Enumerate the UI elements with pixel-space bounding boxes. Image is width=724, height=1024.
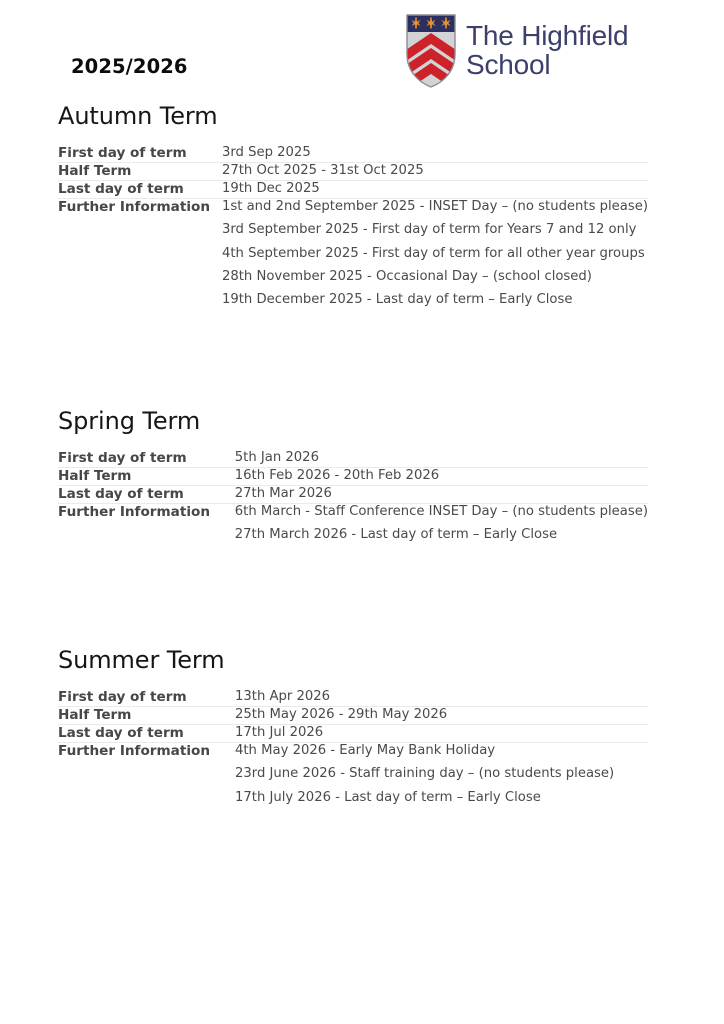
table-row xyxy=(58,468,648,486)
further-information-list xyxy=(222,199,648,309)
school-wordmark xyxy=(466,22,628,80)
table-row xyxy=(58,145,648,162)
term-section xyxy=(58,408,648,545)
info-line: 23rd June 2026 - Staff training day – (no students please) xyxy=(235,766,615,782)
row-value: 17th Jul 2026 xyxy=(235,725,324,741)
term-section xyxy=(58,647,648,807)
info-lines xyxy=(235,504,648,544)
school-name-line-2: School xyxy=(466,49,551,80)
term-dates-table xyxy=(58,450,648,544)
row-label: Last day of term xyxy=(58,486,184,503)
table-row xyxy=(58,725,648,743)
further-information-label: Further Information xyxy=(58,199,211,216)
term-heading: Summer Term xyxy=(58,646,225,674)
info-line: 3rd September 2025 - First day of term for Years 7 and 12 only xyxy=(221,222,637,238)
term-dates-table xyxy=(58,689,648,806)
table-row xyxy=(58,181,648,199)
school-logo xyxy=(406,14,628,88)
row-value: 25th May 2026 - 29th May 2026 xyxy=(235,707,448,723)
table-row xyxy=(58,689,648,706)
row-value: 5th Jan 2026 xyxy=(234,450,319,466)
row-label: First day of term xyxy=(58,450,187,467)
row-value: 13th Apr 2026 xyxy=(235,689,331,705)
further-information-list xyxy=(235,743,648,807)
row-label: Half Term xyxy=(58,707,132,724)
info-line: 17th July 2026 - Last day of term – Early Close xyxy=(235,789,541,805)
further-information-label: Further Information xyxy=(58,504,211,521)
row-value: 16th Feb 2026 - 20th Feb 2026 xyxy=(234,468,440,484)
row-value: 27th Mar 2026 xyxy=(234,486,332,502)
info-line: 4th May 2026 - Early May Bank Holiday xyxy=(235,743,496,759)
info-line: 28th November 2025 - Occasional Day – (school closed) xyxy=(221,268,592,284)
school-crest-icon xyxy=(406,14,456,88)
row-label: First day of term xyxy=(58,689,187,706)
table-row xyxy=(58,450,648,467)
further-information-row xyxy=(58,743,648,807)
table-row xyxy=(58,486,648,504)
page-title: 2025/2026 xyxy=(71,55,188,78)
info-lines xyxy=(222,199,648,308)
row-label: Last day of term xyxy=(58,181,184,198)
further-information-row xyxy=(58,504,648,545)
row-label: Last day of term xyxy=(58,725,184,742)
page-header xyxy=(0,0,724,100)
row-value: 19th Dec 2025 xyxy=(221,181,320,197)
info-line: 1st and 2nd September 2025 - INSET Day – (no students please) xyxy=(221,199,648,215)
further-information-list xyxy=(235,504,648,545)
table-row xyxy=(58,707,648,725)
row-label: First day of term xyxy=(58,145,187,162)
table-row xyxy=(58,163,648,181)
term-dates-table xyxy=(58,145,648,308)
row-label: Half Term xyxy=(58,163,132,180)
further-information-label: Further Information xyxy=(58,743,211,760)
info-line: 6th March - Staff Conference INSET Day – (no students please) xyxy=(234,504,648,520)
row-value: 3rd Sep 2025 xyxy=(221,145,311,161)
school-name-line-1: The Highfield xyxy=(466,20,629,52)
term-section xyxy=(58,103,648,309)
row-value: 27th Oct 2025 - 31st Oct 2025 xyxy=(221,163,424,179)
info-line: 4th September 2025 - First day of term for all other year groups xyxy=(221,245,645,261)
info-line: 27th March 2026 - Last day of term – Early Close xyxy=(234,527,558,543)
further-information-row xyxy=(58,199,648,309)
term-heading: Autumn Term xyxy=(58,102,218,130)
info-line: 19th December 2025 - Last day of term – Early Close xyxy=(221,291,573,307)
term-heading: Spring Term xyxy=(58,407,201,435)
info-lines xyxy=(235,743,648,806)
row-label: Half Term xyxy=(58,468,132,485)
